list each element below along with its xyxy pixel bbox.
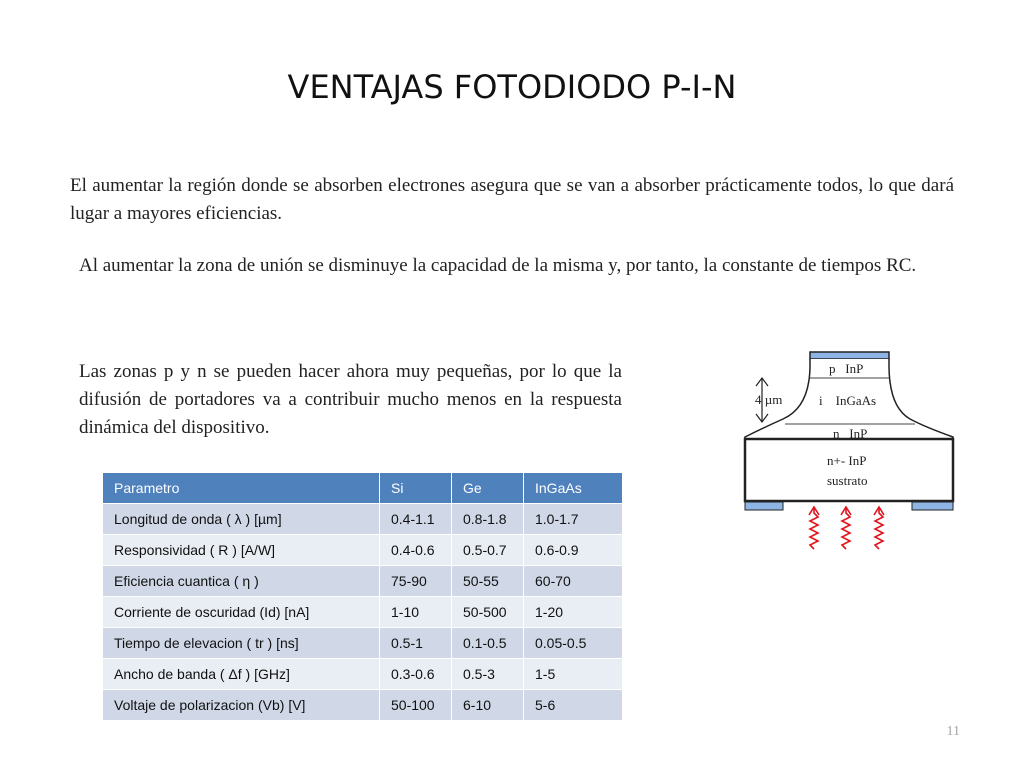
- light-arrow: [809, 507, 819, 549]
- pin-photodiode-diagram: [735, 345, 965, 560]
- paragraph-diffusion: Las zonas p y n se pueden hacer ahora muy pequeñas, por lo que la difusión de portadores va a contribuir mucho menos en la respuesta dinámica del dispositivo.: [79, 361, 622, 438]
- thickness-label: 4 µm: [755, 392, 783, 407]
- p-layer-label: p InP: [829, 361, 864, 376]
- light-arrow: [874, 507, 884, 549]
- cell-param: Responsividad ( R ) [A/W]: [103, 535, 380, 566]
- cell-ge: 0.5-3: [452, 659, 524, 690]
- top-contact: [810, 352, 889, 359]
- cell-si: 0.5-1: [380, 628, 452, 659]
- cell-ge: 50-500: [452, 597, 524, 628]
- cell-si: 0.3-0.6: [380, 659, 452, 690]
- header-ge: Ge: [452, 473, 524, 504]
- cell-ge: 0.5-0.7: [452, 535, 524, 566]
- substrate-block: [745, 439, 953, 501]
- page-number: 11: [946, 724, 960, 739]
- cell-si: 75-90: [380, 566, 452, 597]
- light-arrow: [841, 507, 851, 549]
- cell-ingaas: 1-5: [524, 659, 623, 690]
- substrate-label-line1: n+- InP: [827, 453, 867, 468]
- cell-si: 0.4-1.1: [380, 504, 452, 535]
- cell-si: 1-10: [380, 597, 452, 628]
- table-row: [103, 628, 623, 659]
- parameters-table: [103, 472, 623, 721]
- cell-ingaas: 60-70: [524, 566, 623, 597]
- cell-ingaas: 0.05-0.5: [524, 628, 623, 659]
- cell-ingaas: 1-20: [524, 597, 623, 628]
- cell-param: Ancho de banda ( Δf ) [GHz]: [103, 659, 380, 690]
- cell-si: 0.4-0.6: [380, 535, 452, 566]
- table-row: [103, 566, 623, 597]
- cell-param: Tiempo de elevacion ( tr ) [ns]: [103, 628, 380, 659]
- n-layer-label: n InP: [833, 426, 868, 441]
- cell-ge: 6-10: [452, 690, 524, 721]
- table-row: [103, 504, 623, 535]
- cell-si: 50-100: [380, 690, 452, 721]
- incident-light-arrows: [809, 507, 884, 549]
- cell-param: Corriente de oscuridad (Id) [nA]: [103, 597, 380, 628]
- cell-param: Eficiencia cuantica ( η ): [103, 566, 380, 597]
- header-ingaas: InGaAs: [524, 473, 623, 504]
- substrate-label-line2: sustrato: [827, 473, 868, 488]
- paragraph-efficiency: El aumentar la región donde se absorben electrones asegura que se van a absorber prácticamente todos, lo que dará lugar a mayores eficiencias.: [70, 175, 954, 224]
- bottom-contact-right: [912, 502, 953, 510]
- header-parametro: Parametro: [103, 473, 380, 504]
- cell-ingaas: 1.0-1.7: [524, 504, 623, 535]
- cell-ge: 0.1-0.5: [452, 628, 524, 659]
- cell-ingaas: 5-6: [524, 690, 623, 721]
- cell-ingaas: 0.6-0.9: [524, 535, 623, 566]
- table-row: [103, 659, 623, 690]
- cell-param: Longitud de onda ( λ ) [µm]: [103, 504, 380, 535]
- cell-ge: 50-55: [452, 566, 524, 597]
- table-row: [103, 597, 623, 628]
- table-row: [103, 690, 623, 721]
- i-layer-label: i InGaAs: [819, 393, 877, 408]
- cell-ge: 0.8-1.8: [452, 504, 524, 535]
- table-header-row: [103, 473, 623, 504]
- header-si: Si: [380, 473, 452, 504]
- table-row: [103, 535, 623, 566]
- cell-param: Voltaje de polarizacion (Vb) [V]: [103, 690, 380, 721]
- bottom-contact-left: [745, 502, 783, 510]
- slide-title: VENTAJAS FOTODIODO P-I-N: [287, 68, 737, 106]
- paragraph-capacitance: Al aumentar la zona de unión se disminuye la capacidad de la misma y, por tanto, la constante de tiempos RC.: [79, 255, 917, 276]
